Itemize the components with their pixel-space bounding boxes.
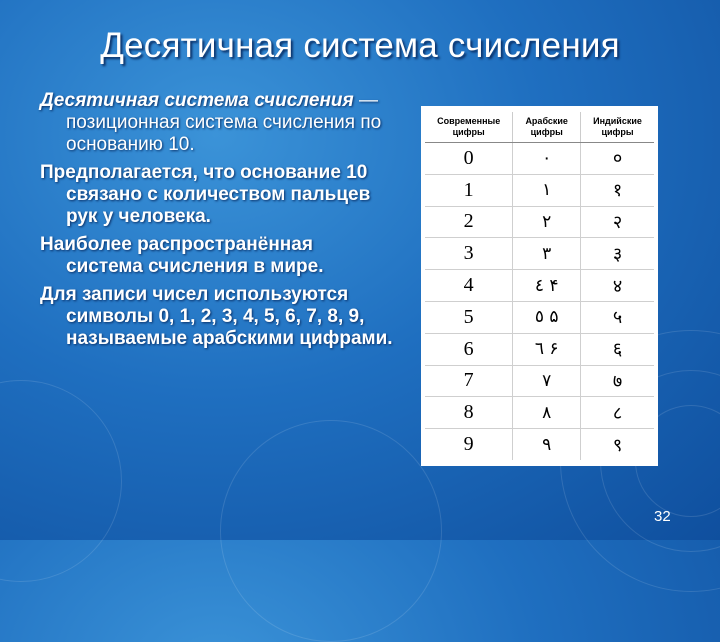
cell-indian: ७ [581,365,654,397]
cell-arabic: ٧ [513,365,581,397]
cell-arabic: ٢ [513,206,581,238]
cell-modern: 6 [425,333,513,365]
cell-indian: ६ [581,333,654,365]
cell-arabic: ٦ ۶ [513,333,581,365]
table-row [425,333,654,365]
cell-arabic: ٣ [513,238,581,270]
definition-text: — позиционная система счисления по основанию 10. [66,90,382,155]
table-row [425,301,654,333]
cell-arabic: ٥ ۵ [513,301,581,333]
table-row [425,270,654,302]
cell-modern: 7 [425,365,513,397]
cell-modern: 3 [425,238,513,270]
paragraph-widespread: Наиболее распространённая система счисления в мире. [40,234,324,277]
cell-modern: 1 [425,174,513,206]
cell-arabic: ١ [513,174,581,206]
digits-table [425,112,654,460]
slide-number: 32 [654,508,671,525]
cell-modern: 9 [425,429,513,460]
cell-modern: 4 [425,270,513,302]
cell-indian: ५ [581,301,654,333]
cell-modern: 0 [425,143,513,175]
table-row [425,174,654,206]
table-row [425,429,654,460]
table-header-row [425,112,654,143]
digits-table-card [421,106,658,466]
cell-modern: 8 [425,397,513,429]
cell-indian: १ [581,174,654,206]
cell-indian: ९ [581,429,654,460]
table-row [425,238,654,270]
cell-arabic: ٨ [513,397,581,429]
table-row [425,143,654,175]
slide-title: Десятичная система счисления [100,26,620,65]
table-row [425,397,654,429]
cell-indian: ८ [581,397,654,429]
paragraph-fingers: Предполагается, что основание 10 связано с количеством пальцев рук у человека. [40,162,371,227]
cell-indian: २ [581,206,654,238]
slide-body [40,90,395,356]
cell-indian: ४ [581,270,654,302]
header-modern: Современные цифры [425,112,513,143]
table-row [425,365,654,397]
cell-indian: ० [581,143,654,175]
paragraph-definition [40,90,395,156]
cell-arabic: ٠ [513,143,581,175]
paragraph-arabic-digits: Для записи чисел используются символы 0, 1, 2, 3, 4, 5, 6, 7, 8, 9, называемые арабскими цифрами. [40,284,393,349]
cell-modern: 5 [425,301,513,333]
cell-indian: ३ [581,238,654,270]
header-arabic: Арабские цифры [513,112,581,143]
table-row [425,206,654,238]
header-indian: Индийские цифры [581,112,654,143]
term-decimal-system: Десятичная система счисления [40,90,354,111]
cell-modern: 2 [425,206,513,238]
cell-arabic: ٤ ۴ [513,270,581,302]
cell-arabic: ٩ [513,429,581,460]
